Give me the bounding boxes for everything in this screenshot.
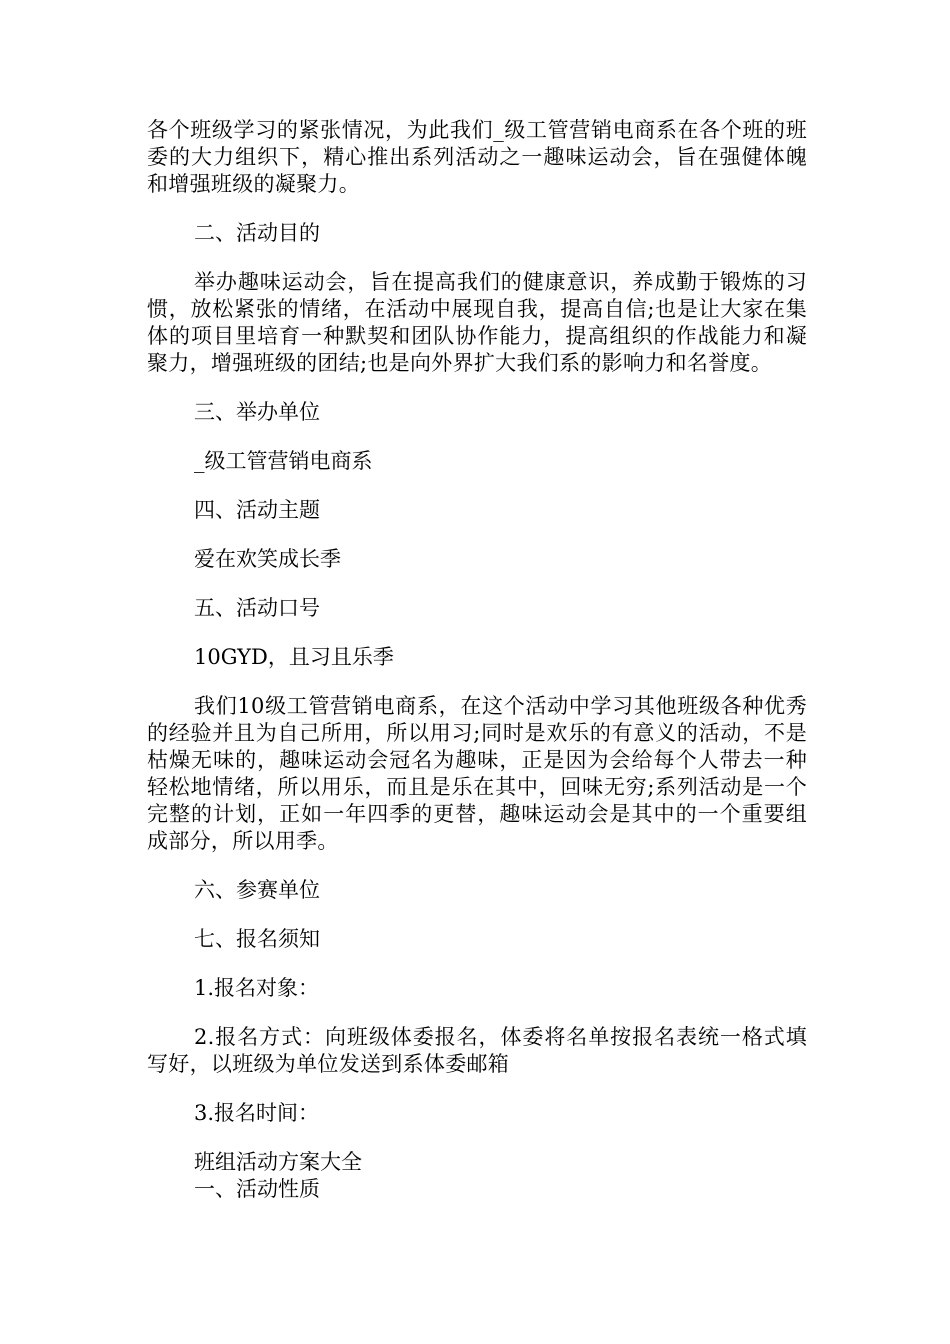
section-body-slogan: 我们10级工管营销电商系，在这个活动中学习其他班级各种优秀的经验并且为自己所用，所以用习;同时是欢乐的有意义的活动，不是枯燥无味的，趣味运动会冠名为趣味，正是因为会给每个人带去一种轻松地情绪，所以用乐，而且是乐在其中，回味无穷;系列活动是一个完整的计划，正如一年四季的更替，趣味运动会是其中的一个重要组成部分，所以用季。	[147, 694, 807, 853]
section-heading-purpose: 二、活动目的	[194, 221, 320, 245]
section-heading-slogan: 五、活动口号	[194, 596, 320, 620]
section-body-theme: 爱在欢笑成长季	[194, 547, 341, 571]
document-body	[147, 117, 807, 1203]
section-heading-registration: 七、报名须知	[194, 927, 320, 951]
slogan-text: 10GYD，且习且乐季	[194, 645, 394, 669]
section-heading-participants: 六、参赛单位	[194, 878, 320, 902]
next-document-title: 班组活动方案大全	[194, 1150, 362, 1174]
section-heading-organizer: 三、举办单位	[194, 400, 320, 424]
section-body-purpose: 举办趣味运动会，旨在提高我们的健康意识，养成勤于锻炼的习惯，放松紧张的情绪，在活动中展现自我，提高自信;也是让大家在集体的项目里培育一种默契和团队协作能力，提高组织的作战能力和凝聚力，增强班级的团结;也是向外界扩大我们系的影响力和名誉度。	[147, 270, 807, 375]
section-heading-theme: 四、活动主题	[194, 498, 320, 522]
registration-item-time: 3.报名时间：	[194, 1101, 320, 1125]
registration-item-target: 1.报名对象：	[194, 976, 320, 1000]
registration-item-method: 2.报名方式：向班级体委报名，体委将名单按报名表统一格式填写好，以班级为单位发送到系体委邮箱	[147, 1025, 807, 1076]
section-body-organizer: _级工管营销电商系	[194, 449, 373, 473]
next-section-heading: 一、活动性质	[194, 1177, 320, 1201]
intro-paragraph: 各个班级学习的紧张情况，为此我们_级工管营销电商系在各个班的班委的大力组织下，精心推出系列活动之一趣味运动会，旨在强健体魄和增强班级的凝聚力。	[147, 118, 807, 196]
